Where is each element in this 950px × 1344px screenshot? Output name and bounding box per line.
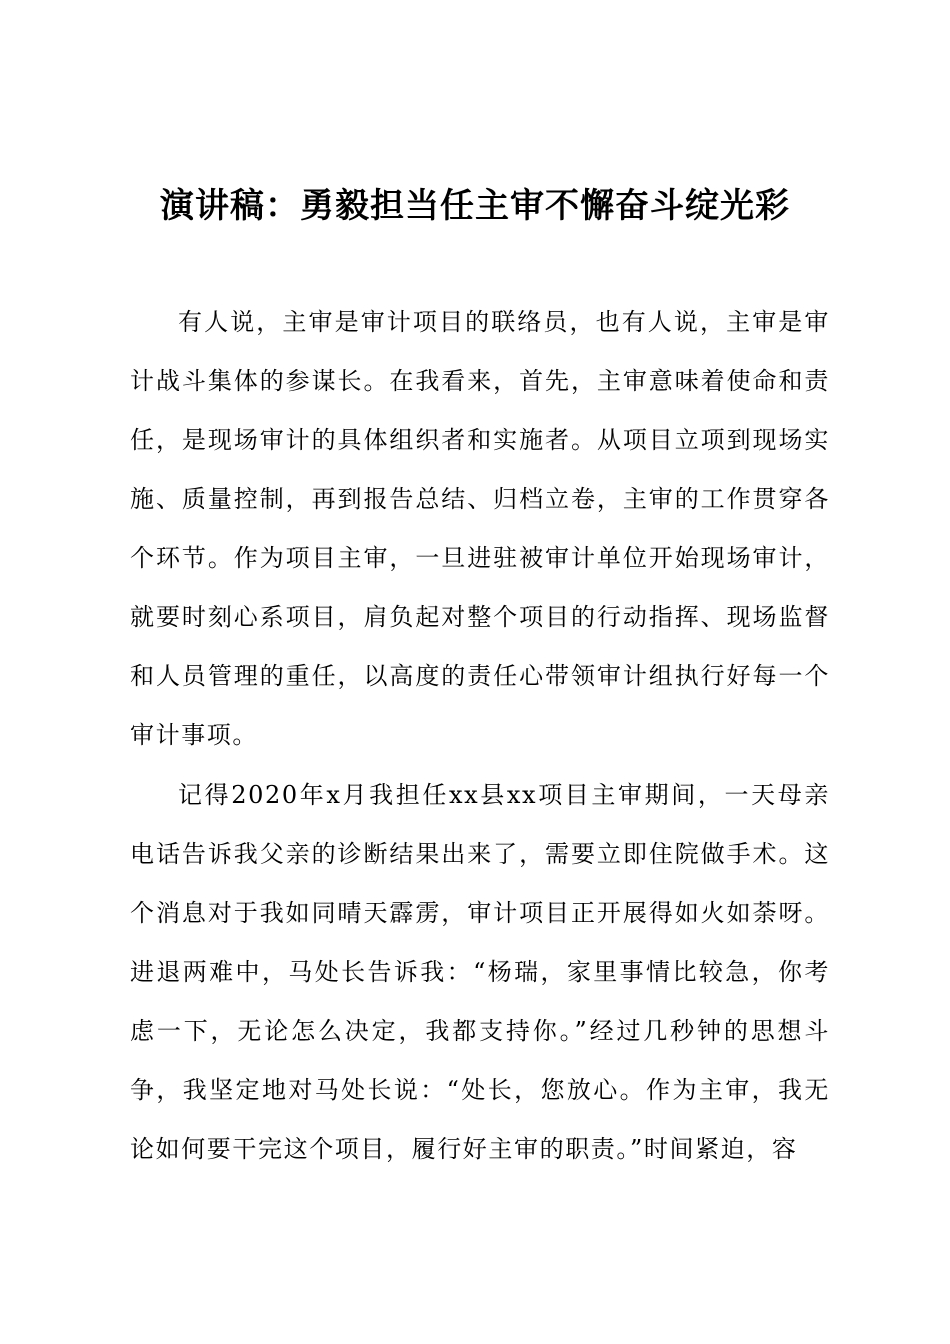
paragraph-1: 有人说，主审是审计项目的联络员，也有人说，主审是审计战斗集体的参谋长。在我看来，首先，主审意味着使命和责任，是现场审计的具体组织者和实施者。从项目立项到现场实施、质量控制，再到报告总结、归档立卷，主审的工作贯穿各个环节。作为项目主审，一旦进驻被审计单位开始现场审计，就要时刻心系项目，肩负起对整个项目的行动指挥、现场监督和人员管理的重任，以高度的责任心带领审计组执行好每一个审计事项。 <box>130 308 830 749</box>
paragraph-2: 记得2020年x月我担任xx县xx项目主审期间，一天母亲电话告诉我父亲的诊断结果出来了，需要立即住院做手术。这个消息对于我如同晴天霹雳，审计项目正开展得如火如荼呀。进退两难中，马处长告诉我：“杨瑞，家里事情比较急，你考虑一下，无论怎么决定，我都支持你。”经过几秒钟的思想斗争，我坚定地对马处长说：“处长，您放心。作为主审，我无论如何要干完这个项目，履行好主审的职责。”时间紧迫，容 <box>130 781 830 1163</box>
paragraph-block <box>130 766 830 1179</box>
paragraph-block <box>130 293 830 765</box>
document-title: 演讲稿：勇毅担当任主审不懈奋斗绽光彩 <box>160 186 790 226</box>
